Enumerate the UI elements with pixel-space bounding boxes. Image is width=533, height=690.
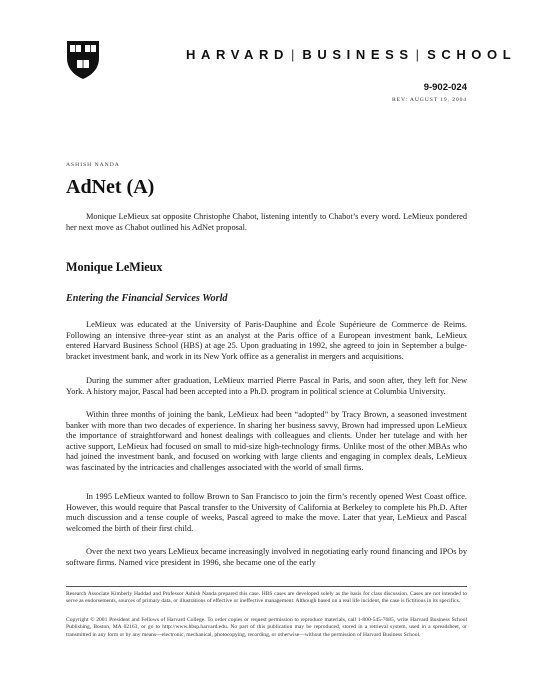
section-heading: Monique LeMieux xyxy=(66,260,163,274)
revision-date: REV: AUGUST 19, 2004 xyxy=(392,97,467,103)
body-paragraph: Within three months of joining the bank, LeMieux had been “adopted” by Tracy Brown, a seasoned investment banker with more than two decades of experience. In sharing her business savvy, Brown had impressed upon LeMieux the importance of straightforward and honest dealings with colleagues and clients. Under her tutelage and with her active support, LeMieux had focused on small to mid-size high-technology firms. Unlike most of the other MBAs who had joined the investment bank, and focused on working with large clients and engaging in complex deals, LeMieux was fascinated by the intricacies and challenges associated with the world of small firms. xyxy=(66,410,467,472)
subsection-heading: Entering the Financial Services World xyxy=(66,293,228,304)
wordmark-school: SCHOOL xyxy=(427,47,517,62)
footnote-attribution: Research Associate Kimberly Haddad and Professor Ashish Nanda prepared this case. HBS cases are developed solely as the basis for class discussion. Cases are not intended to serve as endorsements, sources of primary data, or illustrations of effective or ineffective management. Although based on a real life incident, the case is fictitious in its specifics. xyxy=(66,591,467,605)
body-paragraph: In 1995 LeMieux wanted to follow Brown to San Francisco to join the firm’s recently opened West Coast office. However, this would require that Pascal transfer to the University of California at Berkeley to complete his Ph.D. After much discussion and a tense couple of weeks, Pascal agreed to make the move. Later that year, LeMieux and Pascal welcomed the birth of their first child. xyxy=(66,492,467,533)
harvard-shield-logo xyxy=(66,40,100,80)
wordmark-harvard: HARVARD xyxy=(186,47,290,62)
case-title: AdNet (A) xyxy=(66,176,155,198)
footnote-divider xyxy=(66,586,467,587)
body-paragraph: LeMieux was educated at the University of Paris-Dauphine and École Supérieure de Commerce de Reims. Following an intensive three-year stint as an analyst at the Paris office of a European investment bank, LeMieux entered Harvard Business School (HBS) at age 25. Upon graduating in 1992, she agreed to join in September a bulge-bracket investment bank, and work in its New York office as a generalist in mergers and acquisitions. xyxy=(66,320,467,361)
body-paragraph: During the summer after graduation, LeMieux married Pierre Pascal in Paris, and soon after, they left for New York. A history major, Pascal had been accepted into a Ph.D. program in political science at Columbia University. xyxy=(66,376,467,396)
body-paragraph: Over the next two years LeMieux became increasingly involved in negotiating early round financing and IPOs by software firms. Named vice president in 1996, she became one of the early xyxy=(66,547,467,567)
school-wordmark xyxy=(186,47,516,62)
wordmark-divider: | xyxy=(291,47,295,62)
case-number: 9-902-024 xyxy=(423,82,467,93)
author-name: ASHISH NANDA xyxy=(66,162,120,168)
wordmark-divider: | xyxy=(415,47,420,62)
footnote-copyright: Copyright © 2001 President and Fellows of Harvard College. To order copies or request permission to reproduce materials, call 1-800-545-7685, write Harvard Business School Publishing, Boston, MA 02163, or go to http://www.hbsp.harvard.edu. No part of this publication may be reproduced, stored in a retrieval system, used in a spreadsheet, or transmitted in any form or by any means—electronic, mechanical, photocopying, recording, or otherwise—without the permission of Harvard Business School. xyxy=(66,617,467,638)
wordmark-business: BUSINESS xyxy=(302,47,414,62)
intro-paragraph: Monique LeMieux sat opposite Christophe Chabot, listening intently to Chabot’s every word. LeMieux pondered her next move as Chabot outlined his AdNet proposal. xyxy=(66,212,467,232)
